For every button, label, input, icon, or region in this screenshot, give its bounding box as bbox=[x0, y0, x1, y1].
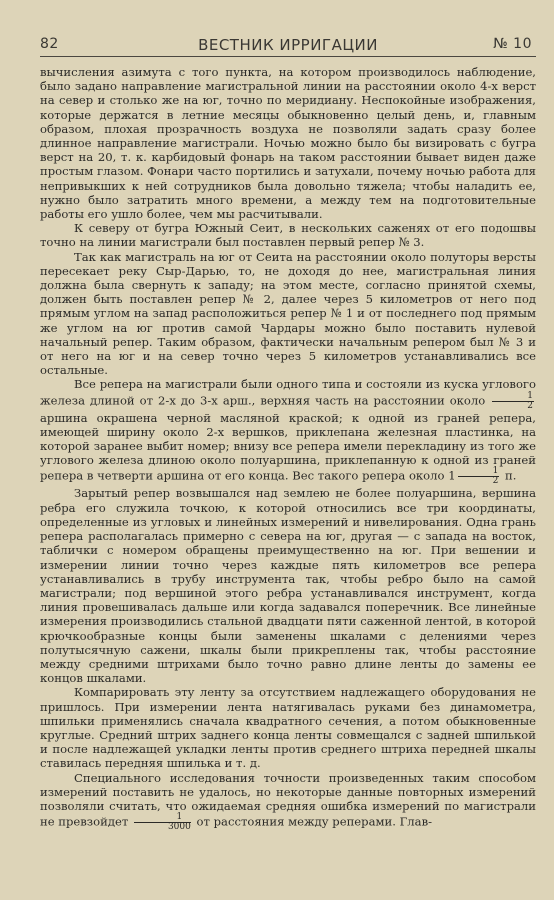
paragraph-part: аршина окрашена черной масляной краской; к одной из граней репера, имеющей ширину около 2-х вершков, приклепана железная пластинка, на которой заранее выбит номер; внизу все репера имели перекладину из того же углового железа длиною около полуаршина, приклепанную к одной из граней репера в четверти аршина от его конца. Вес такого репера около bbox=[40, 410, 536, 483]
journal-title: ВЕСТНИК ИРРИГАЦИИ bbox=[198, 36, 378, 54]
paragraph-part: Все репера на магистрали были одного типа и состояли из куска углового железа длиной от 2-х до 3-х арш., верхняя часть на расстоянии около bbox=[40, 377, 536, 408]
fraction-numerator: 1 bbox=[134, 813, 191, 823]
page-number: 82 bbox=[40, 36, 59, 52]
fraction-denominator: 3000 bbox=[167, 822, 191, 833]
fraction-numerator: 1 bbox=[492, 392, 534, 402]
fraction-weight bbox=[458, 467, 500, 486]
paragraph bbox=[40, 377, 536, 486]
paragraph bbox=[40, 771, 536, 833]
issue-number: № 10 bbox=[493, 36, 532, 52]
paragraph: Зарытый репер возвышался над землею не более полуаршина, вершина ребра его служила точкою, к которой относились все три координаты, определенные из угловых и линейных измерений и нивелирования. Одна грань репера располагалась примерно с севера на юг, другая — с запада на восток, таблички с номером обращены преимущественно на юг. При вешении и измерении линии точно через каждые пять километров все репера устанавливались в трубу инструмента так, чтобы ребро было на самой магистрали; под вершиной этого ребра устанавливался инструмент, когда линия провешивалась дальше или когда задавался поперечник. Все линейные измерения производились стальной двадцати пяти саженной лентой, в которой крючкообразные концы были заменены шкалами с делениями через полутысячную сажени, шкалы были прикреплены так, чтобы расстояние между средними штрихами было точно равно длине ленты до замены ее концов шкалами. bbox=[40, 486, 536, 686]
paragraph: вычисления азимута с того пункта, на котором производилось наблюдение, было задано направление магистральной линии на расстоянии около 4-х верст на север и столько же на юг, точно по меридиану. Неспокойные изображения, которые держатся в летние месяцы обыкновенно целый день, и, главным образом, плохая прозрачность воздуха не позволяли задать сразу более длинное направление магистрали. Ночью можно было бы визировать с бугра верст на 20, т. к. карбидовый фонарь на таком расстоянии бывает виден даже простым глазом. Фонари часто портились и затухали, почему ночью работа для непривыкших к ней сотрудников была довольно тяжела; чтобы наладить ее, нужно было затратить много времени, а между тем на подготовительные работы его ушло более, чем мы расчитывали. bbox=[40, 65, 536, 222]
page-header bbox=[40, 34, 536, 57]
fraction-denominator: 2 bbox=[527, 400, 533, 411]
body-text bbox=[40, 65, 536, 832]
paragraph-part: Специального исследования точности произведенных таким способом измерений поставить не удалось, но некоторые данные повторных измерений позволяли считать, что ожидаемая средняя ошибка измерений по магистрали не превзойдет bbox=[40, 770, 536, 829]
weight-whole: 1 bbox=[448, 468, 456, 483]
fraction-denominator: 2 bbox=[492, 476, 499, 487]
paragraph: К северу от бугра Южный Сеит, в нескольких саженях от его подошвы точно на линии магистрали был поставлен первый репер № 3. bbox=[40, 221, 536, 250]
fraction-half bbox=[492, 392, 534, 411]
paragraph-part: п. bbox=[505, 468, 517, 483]
paragraph: Компарировать эту ленту за отсутствием надлежащего оборудования не пришлось. При измерении лента натягивалась руками без динамометра, шпильки применялись сначала квадратного сечения, а потом обыкновенные круглые. Средний штрих заднего конца ленты совмещался с задней шпилькой и после надлежащей укладки ленты против среднего штриха передней шкалы ставилась передняя шпилька и т. д. bbox=[40, 685, 536, 771]
fraction-numerator: 1 bbox=[458, 467, 500, 477]
paragraph-part: от расстояния между реперами. Глав- bbox=[196, 814, 433, 829]
fraction-error bbox=[134, 813, 191, 832]
paragraph: Так как магистраль на юг от Сеита на расстоянии около полуторы версты пересекает реку Сыр-Дарью, то, не доходя до нее, магистральная линия должна была свернуть к западу; на этом месте, согласно принятой схемы, должен быть поставлен репер № 2, далее через 5 километров от него под прямым углом на запад расположиться репер № 1 и от последнего под прямым же углом на юг против самой Чардары можно было поставить нулевой начальный репер. Таким образом, фактически начальным репером был № 3 и от него на юг и на север точно через 5 километров устанавливались все остальные. bbox=[40, 249, 536, 378]
